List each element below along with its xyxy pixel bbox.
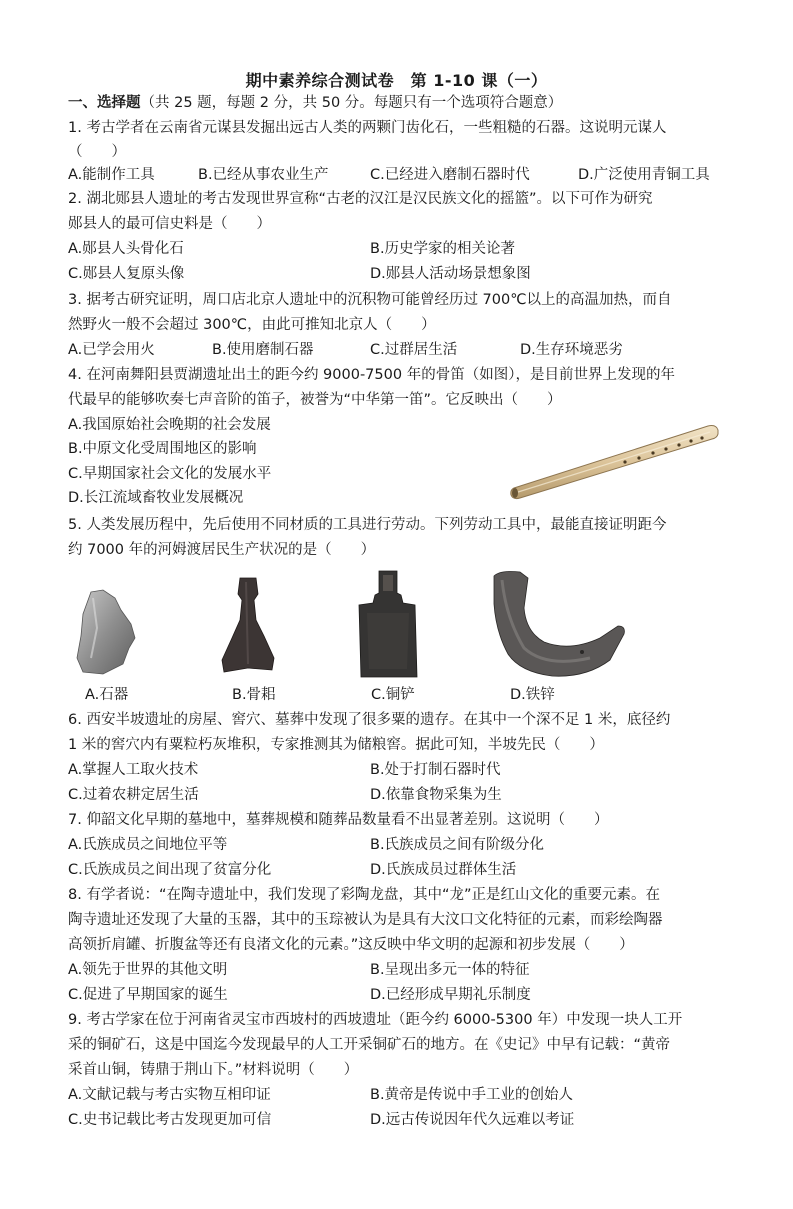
question-5-option-d: D.铁锌 — [510, 687, 555, 703]
bone-spade-image — [218, 576, 278, 676]
question-5-stem-line-1: 5. 人类发展历程中，先后使用不同材质的工具进行劳动。下列劳动工具中，最能直接证明距今 — [68, 517, 667, 533]
question-9-option-b: B.黄帝是传说中手工业的创始人 — [370, 1087, 574, 1103]
question-5-option-b: B.骨耜 — [232, 687, 276, 703]
question-5-option-c: C.铜铲 — [371, 687, 415, 703]
question-6-option-b: B.处于打制石器时代 — [370, 762, 501, 778]
question-8-stem-line-1: 8. 有学者说：“在陶寺遗址中，我们发现了彩陶龙盘，其中“龙”正是红山文化的重要元素。在 — [68, 887, 660, 903]
question-6-option-c: C.过着农耕定居生活 — [68, 787, 199, 803]
question-2-option-c: C.郧县人复原头像 — [68, 266, 185, 282]
question-7-stem-line-1: 7. 仰韶文化早期的墓地中，墓葬规模和随葬品数量看不出显著差别。这说明（ ） — [68, 812, 609, 828]
iron-hoe-image — [490, 568, 626, 682]
question-1-option-b: B.已经从事农业生产 — [198, 167, 329, 183]
question-3-option-b: B.使用磨制石器 — [212, 342, 314, 358]
question-4-option-b: B.中原文化受周围地区的影响 — [68, 441, 257, 457]
question-2-option-a: A.郧县人头骨化石 — [68, 241, 184, 257]
question-9-option-d: D.远古传说因年代久远难以考证 — [370, 1112, 575, 1128]
question-4-option-c: C.早期国家社会文化的发展水平 — [68, 466, 272, 482]
question-8-option-b: B.呈现出多元一体的特征 — [370, 962, 530, 978]
question-1-stem-line-2: （ ） — [68, 144, 126, 160]
question-7-option-b: B.氏族成员之间有阶级分化 — [370, 837, 545, 853]
question-2-stem-line-1: 2. 湖北郧县人遗址的考古发现世界宣称“古老的汉江是汉民族文化的摇篮”。以下可作为研究 — [68, 191, 653, 207]
question-8-stem-line-2: 陶寺遗址还发现了大量的玉器，其中的玉琮被认为是具有大汶口文化特征的元素，而彩绘陶器 — [68, 912, 663, 928]
question-1-option-a: A.能制作工具 — [68, 167, 155, 183]
question-9-option-c: C.史书记载比考古发现更加可信 — [68, 1112, 272, 1128]
question-8-option-d: D.已经形成早期礼乐制度 — [370, 987, 531, 1003]
question-3-option-d: D.生存环境恶劣 — [520, 342, 623, 358]
question-4-option-d: D.长江流域畜牧业发展概况 — [68, 490, 244, 506]
question-7-option-c: C.氏族成员之间出现了贫富分化 — [68, 862, 272, 878]
question-6-stem-line-1: 6. 西安半坡遗址的房屋、窖穴、墓葬中发现了很多粟的遗存。在其中一个深不足 1 米，底径约 — [68, 712, 671, 728]
question-9-stem-line-2: 采的铜矿石，这是中国迄今发现最早的人工开采铜矿石的地方。在《史记》中早有记载：“黄帝 — [68, 1037, 671, 1053]
bronze-shovel-image — [357, 569, 419, 679]
question-6-option-a: A.掌握人工取火技术 — [68, 762, 199, 778]
question-8-option-a: A.领先于世界的其他文明 — [68, 962, 228, 978]
question-3-option-a: A.已学会用火 — [68, 342, 155, 358]
question-2-stem-line-2: 郧县人的最可信史料是（ ） — [68, 216, 271, 232]
question-3-option-c: C.过群居生活 — [370, 342, 458, 358]
question-9-option-a: A.文献记载与考古实物互相印证 — [68, 1087, 271, 1103]
question-1-option-c: C.已经进入磨制石器时代 — [370, 167, 530, 183]
stone-tool-image — [73, 588, 139, 676]
question-4-option-a: A.我国原始社会晚期的社会发展 — [68, 417, 271, 433]
question-2-option-d: D.郧县人活动场景想象图 — [370, 266, 531, 282]
question-2-option-b: B.历史学家的相关论著 — [370, 241, 516, 257]
page-title: 期中素养综合测试卷 第 1-10 课（一） — [245, 71, 548, 90]
section-heading: 一、选择题 — [68, 95, 141, 111]
question-3-stem-line-2: 然野火一般不会超过 300℃，由此可推知北京人（ ） — [68, 317, 436, 333]
question-6-option-d: D.依靠食物采集为生 — [370, 787, 502, 803]
question-6-stem-line-2: 1 米的窖穴内有粟粒朽灰堆积，专家推测其为储粮窖。据此可知，半坡先民（ ） — [68, 737, 604, 753]
question-9-stem-line-1: 9. 考古学家在位于河南省灵宝市西坡村的西坡遗址（距今约 6000-5300 年）中发现一块人工开 — [68, 1012, 683, 1028]
question-1-stem-line-1: 1. 考古学者在云南省元谋县发掘出远古人类的两颗门齿化石，一些粗糙的石器。这说明元谋人 — [68, 120, 667, 136]
question-7-option-a: A.氏族成员之间地位平等 — [68, 837, 228, 853]
question-7-option-d: D.氏族成员过群体生活 — [370, 862, 517, 878]
question-5-option-a: A.石器 — [85, 687, 129, 703]
section-note: （共 25 题，每题 2 分，共 50 分。每题只有一个选项符合题意） — [140, 95, 563, 111]
question-9-stem-line-3: 采首山铜，铸鼎于荆山下。”材料说明（ ） — [68, 1062, 359, 1078]
bone-flute-image — [508, 418, 720, 500]
question-1-option-d: D.广泛使用青铜工具 — [578, 167, 710, 183]
question-8-option-c: C.促进了早期国家的诞生 — [68, 987, 228, 1003]
question-5-stem-line-2: 约 7000 年的河姆渡居民生产状况的是（ ） — [68, 542, 376, 558]
question-4-stem-line-2: 代最早的能够吹奏七声音阶的笛子，被誉为“中华第一笛”。它反映出（ ） — [68, 392, 562, 408]
question-3-stem-line-1: 3. 据考古研究证明，周口店北京人遗址中的沉积物可能曾经历过 700℃以上的高温加热，而自 — [68, 292, 672, 308]
question-4-stem-line-1: 4. 在河南舞阳县贾湖遗址出土的距今约 9000-7500 年的骨笛（如图），是目前世界上发现的年 — [68, 367, 675, 383]
question-8-stem-line-3: 高领折肩罐、折腹盆等还有良渚文化的元素。”这反映中华文明的起源和初步发展（ ） — [68, 937, 634, 953]
section-header — [68, 93, 562, 113]
